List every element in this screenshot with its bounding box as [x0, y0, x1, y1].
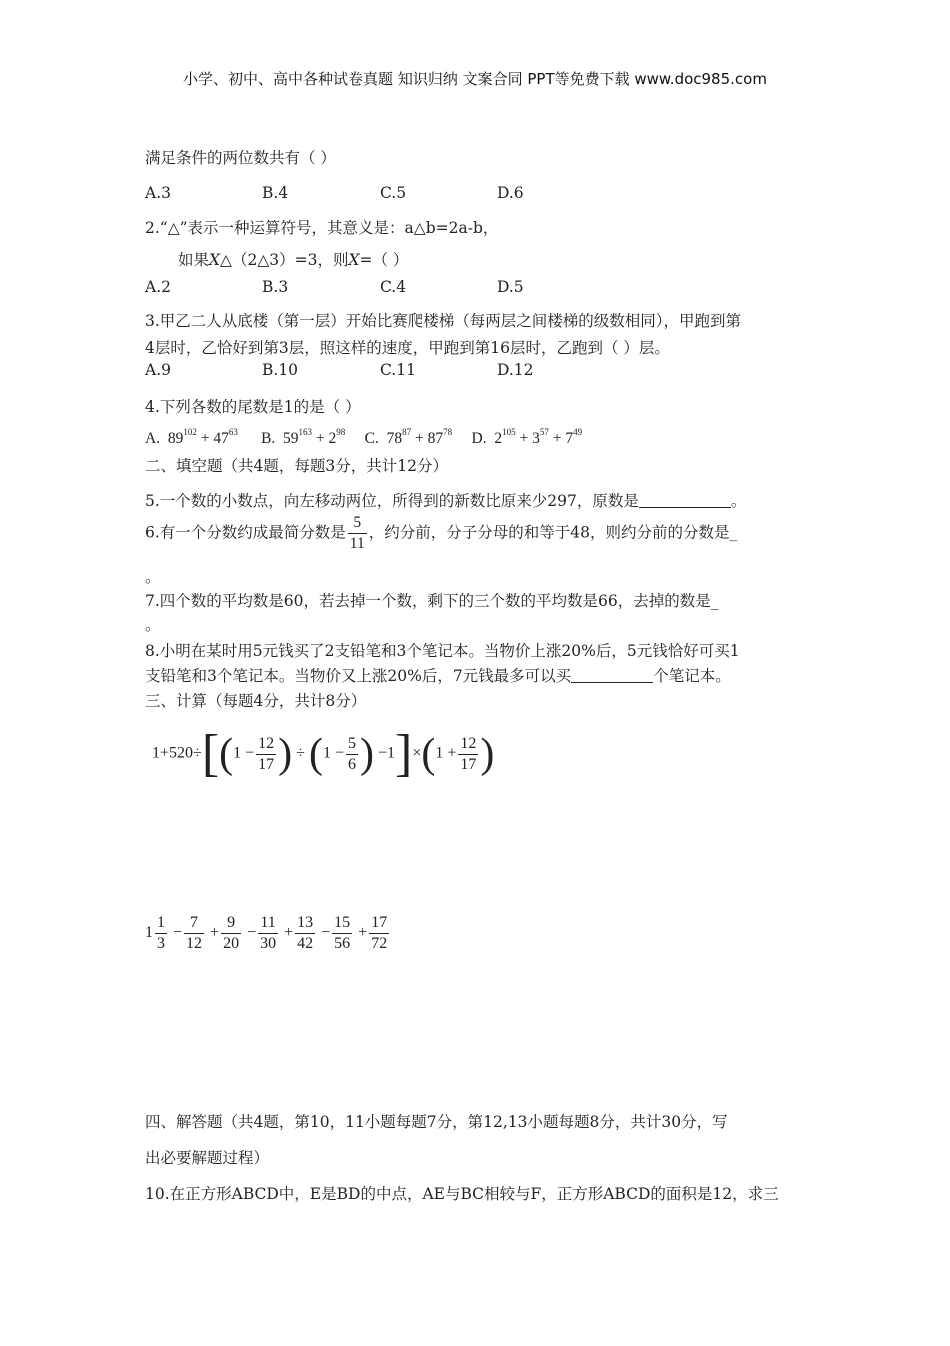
q3-option-b: B.10 — [262, 361, 299, 379]
q1-option-d: D.6 — [497, 184, 524, 202]
q3-option-c: C.11 — [380, 361, 416, 379]
q4-options — [145, 421, 582, 450]
q3-option-a: A.9 — [145, 361, 171, 379]
q2-option-c: C.4 — [380, 278, 407, 296]
q5: 5.一个数的小数点，向左移动两位，所得到的新数比原来少297，原数是 。 — [145, 492, 747, 510]
section4-line1: 四、解答题（共4题，第10，11小题每题7分，第12,13小题每题8分，共计30分，写 — [145, 1113, 728, 1131]
q4-option-d: D. $2^{105} + 3^{57} + 7^{49}$ — [471, 427, 583, 447]
q6-end: 。 — [145, 568, 161, 586]
q5-answer-blank — [639, 491, 731, 508]
q8-line2: 支铅笔和3个笔记本。当物价又上涨20%后，7元钱最多可以买 个笔记本。 — [145, 667, 731, 685]
section4-line2: 出必要解题过程） — [145, 1149, 270, 1167]
q8-answer-blank — [571, 666, 653, 683]
q10-text: 10.在正方形ABCD中，E是BD的中点，AE与BC相较与F，正方形ABCD的面积是12，求三 — [145, 1185, 779, 1203]
section3-heading: 三、计算（每题4分，共计8分） — [145, 692, 367, 710]
q1-option-b: B.4 — [262, 184, 289, 202]
q3-line2: 4层时，乙恰好到第3层，照这样的速度，甲跑到第16层时，乙跑到（ ）层。 — [145, 339, 670, 357]
q3-option-d: D.12 — [497, 361, 534, 379]
q2-option-d: D.5 — [497, 278, 524, 296]
section2-heading: 二、填空题（共4题，每题3分，共计12分） — [145, 457, 448, 475]
page-header: 小学、初中、高中各种试卷真题 知识归纳 文案合同 PPT等免费下载 www.doc985.com — [183, 70, 767, 88]
q1-option-a: A.3 — [145, 184, 171, 202]
q8-line1: 8.小明在某时用5元钱买了2支铅笔和3个笔记本。当物价上涨20%后，5元钱恰好可买1 — [145, 642, 740, 660]
q1-stem-tail: 满足条件的两位数共有（ ） — [145, 149, 336, 167]
q6: 6.有一个分数约成最简分数是 $\frac{5}{11}$ ，约分前，分子分母的和等于48，则约分前的分数是_ — [145, 514, 738, 552]
q2-option-a: A.2 — [145, 278, 171, 296]
q2-option-b: B.3 — [262, 278, 289, 296]
q7-end: 。 — [145, 616, 161, 634]
q7-text: 7.四个数的平均数是60，若去掉一个数，剩下的三个数的平均数是66，去掉的数是_ — [145, 592, 719, 610]
q1-option-c: C.5 — [380, 184, 407, 202]
q4-option-c: C. $78^{87} + 87^{78}$ — [364, 427, 453, 447]
calc1-expression: 1+520÷[(1 − $\frac{12}{17}$ ) ÷ (1 − $\frac{5}{6}$ ) −1]×(1 + $\frac{12}{17}$ ) — [152, 725, 495, 782]
calc2-expression: 1 $\frac{1}{3}$ − $\frac{7}{12}$ + $\frac{9}{20}$ − $\frac{11}{30}$ + $\frac{13}{42}$ − $\frac{15}{56}$ + $\frac{17}{72}$ — [145, 914, 388, 952]
q2-line1: 2.“△”表示一种运算符号，其意义是：a△b=2a-b， — [145, 219, 499, 237]
q3-line1: 3.甲乙二人从底楼（第一层）开始比赛爬楼梯（每两层之间楼梯的级数相同），甲跑到第 — [145, 312, 742, 330]
q4-stem: 4.下列各数的尾数是1的是（ ） — [145, 398, 361, 416]
q2-line2: 如果𝑋△（2△3）=3，则𝑋=（ ） — [178, 251, 409, 269]
q4-option-a: A. $89^{102} + 47^{63}$ — [145, 427, 238, 447]
q6-fraction: $\frac{5}{11}$ — [349, 514, 365, 552]
q4-option-b: B. $59^{163} + 2^{98}$ — [261, 427, 346, 447]
